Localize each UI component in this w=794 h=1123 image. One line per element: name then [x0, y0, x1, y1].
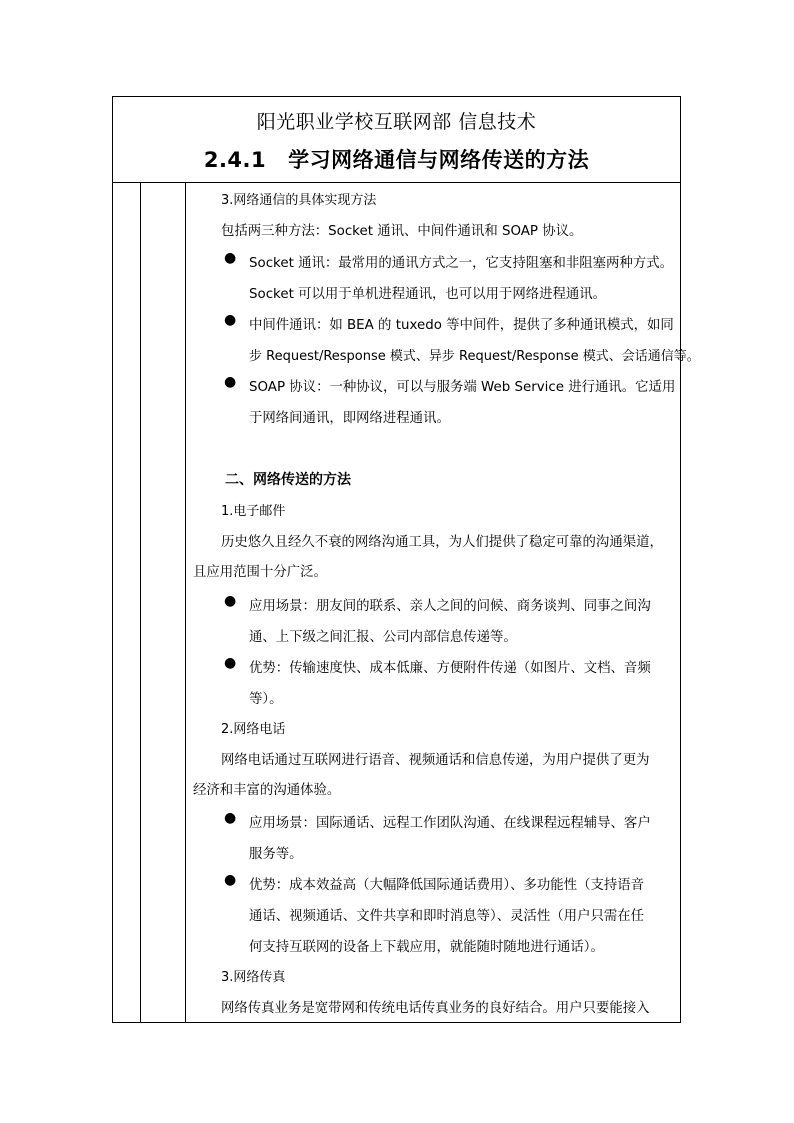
school-title: 阳光职业学校互联网部 信息技术 [256, 111, 537, 133]
bullet-icon: ● [224, 810, 237, 826]
paragraph: 网络传真业务是宽带网和传统电话传真业务的良好结合。用户只要能接入 [221, 1001, 650, 1016]
paragraph: 网络电话通过互联网进行语音、视频通话和信息传递，为用户提供了更为 [221, 753, 650, 768]
bullet-icon: ● [224, 655, 237, 671]
list-item-text: 通、上下级之间汇报、公司内部信息传递等。 [249, 630, 517, 645]
list-item-text: 应用场景：国际通话、远程工作团队沟通、在线课程远程辅导、客户 [249, 816, 651, 831]
list-item-text: 优势：成本效益高（大幅降低国际通话费用）、多功能性（支持语音 [249, 878, 645, 893]
bullet-icon: ● [224, 872, 237, 888]
subsection-heading: 2.网络电话 [221, 722, 286, 737]
paragraph: 且应用范围十分广泛。 [193, 565, 327, 580]
content-cell [185, 183, 700, 1022]
list-item-text: 等）。 [249, 692, 283, 707]
paragraph: 经济和丰富的沟通体验。 [193, 783, 341, 798]
paragraph: 包括两三种方法：Socket 通讯、中间件通讯和 SOAP 协议。 [221, 224, 583, 239]
list-item-text: Socket 可以用于单机进程通讯，也可以用于网络进程通讯。 [249, 287, 607, 302]
table-header [113, 97, 680, 183]
subsection-heading: 3.网络通信的具体实现方法 [221, 193, 377, 208]
list-item-text: 通话、视频通话、文件共享和即时消息等）、灵活性（用户只需在任 [249, 909, 645, 924]
subsection-heading: 1.电子邮件 [221, 504, 286, 519]
subsection-heading: 3.网络传真 [221, 970, 286, 985]
list-item-text: 应用场景：朋友间的联系、亲人之间的问候、商务谈判、同事之间沟 [249, 599, 651, 614]
paragraph: 历史悠久且经久不衰的网络沟通工具，为人们提供了稳定可靠的沟通渠道， [221, 535, 663, 550]
document-table [112, 96, 700, 1023]
column-divider-1 [140, 183, 141, 1022]
bullet-icon: ● [224, 250, 237, 266]
list-item-text: Socket 通讯：最常用的通讯方式之一，它支持阻塞和非阻塞两种方式。 [249, 256, 674, 271]
section-title-row [113, 144, 680, 174]
list-item-text: 中间件通讯：如 BEA 的 tuxedo 等中间件，提供了多种通讯模式，如同 [249, 318, 674, 333]
list-item-text: 优势：传输速度快、成本低廉、方便附件传递（如图片、文档、音频 [249, 661, 651, 676]
section-heading: 二、网络传送的方法 [225, 472, 351, 488]
bullet-icon: ● [224, 312, 237, 328]
list-item-text: 于网络间通讯，即网络进程通讯。 [249, 411, 450, 426]
list-item-text: 何支持互联网的设备上下载应用，就能随时随地进行通话）。 [249, 940, 604, 955]
list-item-text: 步 Request/Response 模式、异步 Request/Response 模式、会话通信等。 [249, 349, 700, 364]
list-item-text: SOAP 协议：一种协议，可以与服务端 Web Service 进行通讯。它适用 [249, 380, 676, 395]
section-title: 学习网络通信与网络传送的方法 [288, 148, 590, 172]
bullet-icon: ● [224, 374, 237, 390]
section-number: 2.4.1 [203, 148, 267, 172]
bullet-icon: ● [224, 593, 237, 609]
list-item-text: 服务等。 [249, 847, 303, 862]
